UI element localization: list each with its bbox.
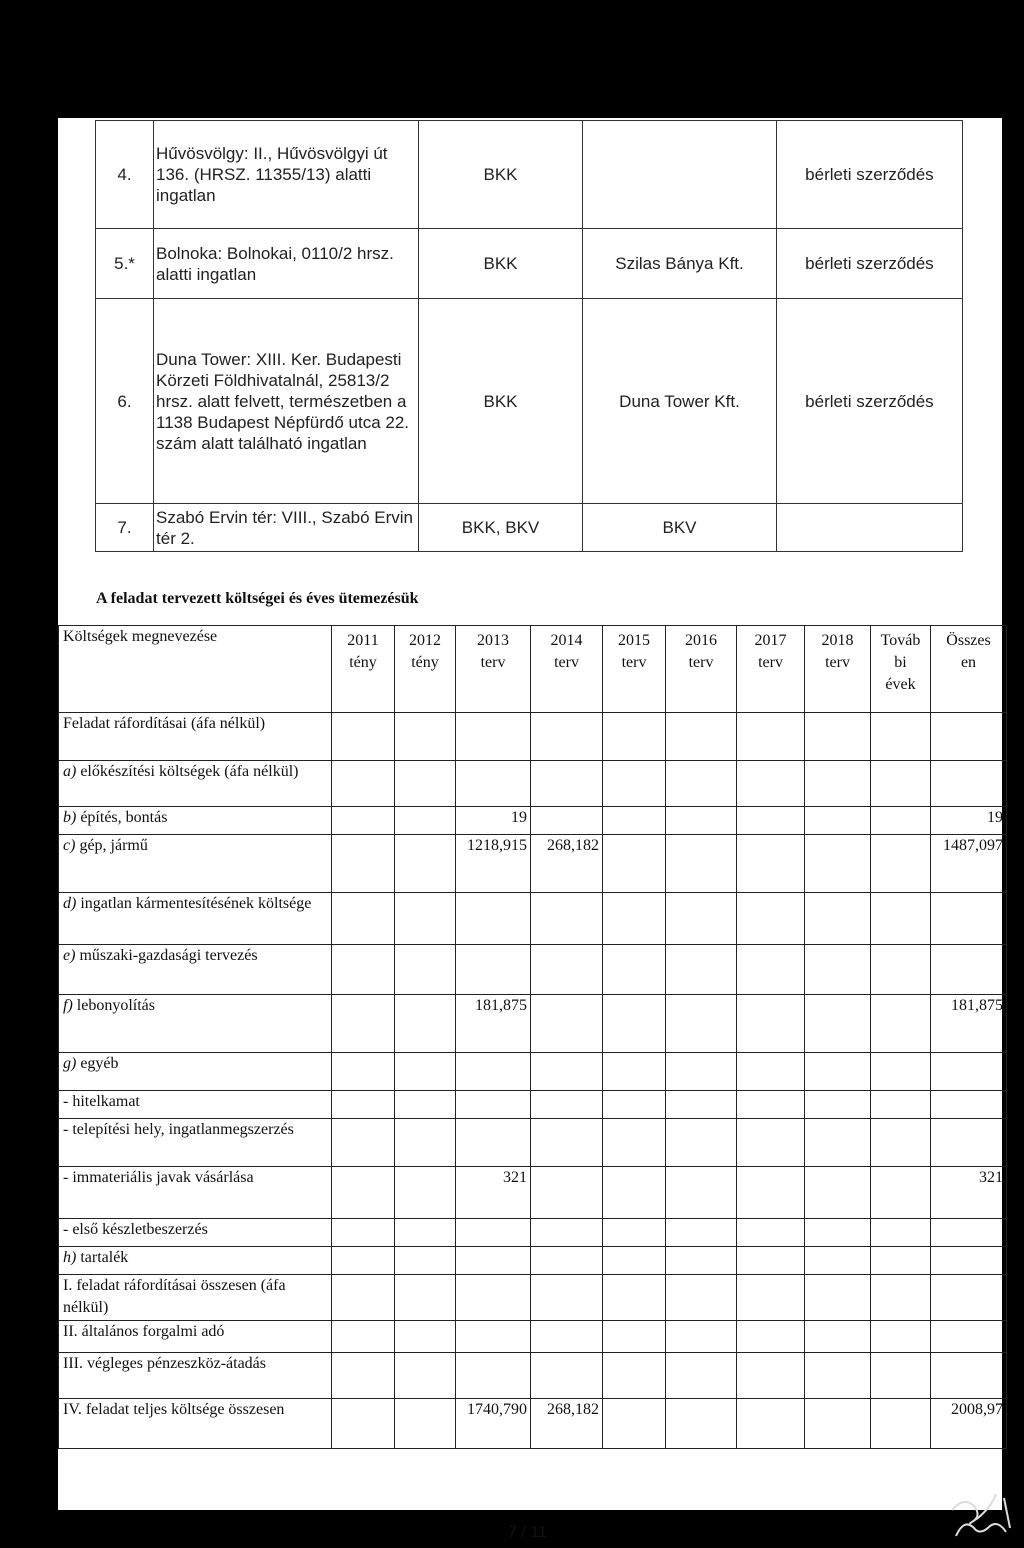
cost-value-cell	[931, 1219, 1007, 1247]
cost-row	[59, 1091, 1007, 1119]
cost-row-label	[59, 1353, 332, 1399]
header-year-col	[395, 626, 456, 713]
cost-row-label	[59, 1091, 332, 1119]
cost-value-cell	[666, 1167, 737, 1219]
cost-value-cell	[395, 835, 456, 893]
cost-value-cell	[603, 1247, 666, 1275]
header-year-col	[805, 626, 871, 713]
cost-value-cell	[603, 761, 666, 807]
header-line: 2013	[477, 632, 509, 649]
cost-value-cell	[805, 1275, 871, 1321]
cost-row-label	[59, 761, 332, 807]
cost-row-label	[59, 1399, 332, 1449]
cost-value-cell	[871, 761, 931, 807]
cost-row	[59, 807, 1007, 835]
header-line: terv	[825, 654, 850, 671]
cost-value-cell	[666, 1091, 737, 1119]
cost-value-cell	[332, 1167, 395, 1219]
cost-value-cell	[931, 1247, 1007, 1275]
header-line: terv	[758, 654, 783, 671]
cost-value-cell	[332, 1091, 395, 1119]
cost-value-cell	[332, 807, 395, 835]
cost-value-cell	[395, 761, 456, 807]
page-number: 7 / 11	[508, 1524, 547, 1541]
cost-value-cell	[603, 1353, 666, 1399]
cost-value-cell	[666, 1275, 737, 1321]
cost-value-cell	[603, 1053, 666, 1091]
cost-row	[59, 1275, 1007, 1321]
cost-row	[59, 1247, 1007, 1275]
cost-value-cell	[332, 945, 395, 995]
header-line: 2018	[821, 632, 854, 649]
location-row	[96, 299, 963, 504]
cost-value-cell	[871, 1119, 931, 1167]
cost-value-cell: 2008,97	[931, 1399, 1007, 1449]
cost-row	[59, 995, 1007, 1053]
cost-value-cell	[737, 835, 805, 893]
location-description: Hűvösvölgy: II., Hűvösvölgyi út 136. (HRSZ. 11355/13) alatti ingatlan	[154, 121, 419, 229]
cost-value-cell: 1218,915	[456, 835, 531, 893]
cost-value-cell	[871, 1091, 931, 1119]
location-description: Bolnoka: Bolnokai, 0110/2 hrsz. alatti ingatlan	[154, 229, 419, 299]
location-row	[96, 229, 963, 299]
cost-value-cell	[871, 945, 931, 995]
header-line: terv	[688, 654, 714, 671]
cost-value-cell: 19	[456, 807, 531, 835]
cost-value-cell	[395, 1219, 456, 1247]
contract-type-cell: bérleti szerződés	[776, 229, 962, 299]
cost-value-cell	[456, 713, 531, 761]
row-prefix: f)	[63, 997, 73, 1014]
cost-row	[59, 1167, 1007, 1219]
cost-value-cell	[395, 945, 456, 995]
cost-value-cell	[666, 945, 737, 995]
operator-cell: BKK	[418, 299, 582, 504]
cost-value-cell	[603, 713, 666, 761]
cost-value-cell	[603, 835, 666, 893]
cost-value-cell	[603, 1275, 666, 1321]
row-prefix: g)	[63, 1055, 77, 1072]
cost-value-cell	[737, 945, 805, 995]
cost-value-cell	[805, 995, 871, 1053]
header-line: 2012	[409, 632, 441, 649]
cost-value-cell	[456, 893, 531, 945]
cost-value-cell	[805, 1219, 871, 1247]
cost-value-cell	[805, 1247, 871, 1275]
header-line: évek	[885, 676, 916, 693]
cost-value-cell	[737, 1219, 805, 1247]
cost-value-cell	[531, 761, 603, 807]
cost-value-cell	[395, 1091, 456, 1119]
cost-value-cell	[603, 1091, 666, 1119]
cost-value-cell	[871, 1219, 931, 1247]
cost-value-cell	[666, 1219, 737, 1247]
cost-value-cell	[603, 1399, 666, 1449]
contract-type-cell: bérleti szerződés	[776, 299, 962, 504]
row-prefix: a)	[63, 763, 77, 780]
operator-cell: BKK, BKV	[418, 504, 582, 552]
cost-value-cell	[395, 1321, 456, 1353]
location-table	[95, 120, 963, 552]
cost-value-cell	[531, 807, 603, 835]
cost-value-cell	[666, 1353, 737, 1399]
cost-value-cell	[395, 1053, 456, 1091]
row-label-text: építés, bontás	[80, 809, 168, 826]
cost-value-cell: 181,875	[931, 995, 1007, 1053]
cost-value-cell	[531, 995, 603, 1053]
cost-value-cell	[737, 1119, 805, 1167]
row-label-text: - hitelkamat	[63, 1093, 140, 1110]
cost-row-label	[59, 1119, 332, 1167]
cost-value-cell	[805, 1167, 871, 1219]
cost-value-cell	[332, 1053, 395, 1091]
cost-value-cell	[931, 1275, 1007, 1321]
cost-value-cell	[603, 1219, 666, 1247]
cost-value-cell	[332, 893, 395, 945]
header-year-col	[931, 626, 1007, 713]
header-line: Továb	[880, 632, 921, 649]
cost-value-cell	[666, 995, 737, 1053]
cost-value-cell	[666, 835, 737, 893]
cost-value-cell: 181,875	[456, 995, 531, 1053]
cost-value-cell	[332, 761, 395, 807]
cost-value-cell	[871, 995, 931, 1053]
cost-value-cell	[931, 1353, 1007, 1399]
cost-value-cell	[805, 1399, 871, 1449]
row-label-text: III. végleges pénzeszköz-átadás	[63, 1355, 266, 1372]
partner-cell: Szilas Bánya Kft.	[583, 229, 777, 299]
row-label-text: műszaki-gazdasági tervezés	[79, 947, 258, 964]
cost-value-cell	[531, 1353, 603, 1399]
cost-value-cell	[332, 1219, 395, 1247]
cost-value-cell	[395, 1353, 456, 1399]
cost-value-cell	[531, 893, 603, 945]
cost-row	[59, 835, 1007, 893]
cost-row	[59, 1053, 1007, 1091]
cost-value-cell	[931, 1091, 1007, 1119]
cost-row	[59, 1399, 1007, 1449]
cost-row	[59, 1119, 1007, 1167]
cost-value-cell	[395, 893, 456, 945]
cost-value-cell	[332, 1321, 395, 1353]
cost-value-cell	[395, 1247, 456, 1275]
row-label-text: gép, jármű	[79, 837, 148, 854]
header-line: Költségek megnevezése	[63, 628, 218, 645]
row-label-text: Feladat ráfordításai (áfa nélkül)	[63, 715, 266, 732]
row-number: 6.	[96, 299, 154, 504]
cost-value-cell	[737, 1167, 805, 1219]
cost-value-cell	[871, 1275, 931, 1321]
cost-value-cell	[531, 1219, 603, 1247]
header-year-col	[737, 626, 805, 713]
cost-value-cell	[531, 1167, 603, 1219]
row-prefix: d)	[63, 895, 77, 912]
cost-row	[59, 1219, 1007, 1247]
header-line: 2017	[754, 632, 787, 649]
row-label-text: - immateriális javak vásárlása	[63, 1169, 254, 1186]
cost-value-cell	[931, 761, 1007, 807]
cost-row-label	[59, 995, 332, 1053]
cost-value-cell	[531, 1053, 603, 1091]
cost-value-cell	[395, 1167, 456, 1219]
cost-value-cell	[931, 1053, 1007, 1091]
handwritten-signature	[944, 1488, 1014, 1543]
cost-row	[59, 713, 1007, 761]
cost-value-cell	[332, 1353, 395, 1399]
header-line: tény	[349, 654, 377, 671]
row-label-text: I. feladat ráfordításai összesen (áfa nélkül)	[63, 1277, 286, 1316]
location-row	[96, 121, 963, 229]
cost-value-cell	[666, 807, 737, 835]
cost-row-label	[59, 1275, 332, 1321]
cost-value-cell: 1740,790	[456, 1399, 531, 1449]
cost-value-cell	[871, 1399, 931, 1449]
row-label-text: - telepítési hely, ingatlanmegszerzés	[63, 1121, 294, 1138]
cost-row-label	[59, 1219, 332, 1247]
header-line: 2011	[347, 632, 379, 649]
cost-value-cell	[666, 1321, 737, 1353]
cost-row-label	[59, 893, 332, 945]
contract-type-cell: bérleti szerződés	[776, 121, 962, 229]
cost-value-cell: 268,182	[531, 1399, 603, 1449]
cost-value-cell	[456, 1219, 531, 1247]
cost-row-label	[59, 1167, 332, 1219]
cost-value-cell	[456, 1091, 531, 1119]
cost-value-cell	[332, 995, 395, 1053]
cost-table-header	[59, 626, 1007, 713]
cost-value-cell	[332, 1275, 395, 1321]
cost-value-cell	[395, 995, 456, 1053]
cost-value-cell	[332, 713, 395, 761]
row-label-text: ingatlan kármentesítésének költsége	[80, 895, 312, 912]
cost-value-cell	[531, 1247, 603, 1275]
cost-row	[59, 1321, 1007, 1353]
cost-value-cell	[737, 1353, 805, 1399]
cost-value-cell	[603, 945, 666, 995]
row-label-text: II. általános forgalmi adó	[63, 1323, 225, 1340]
header-line: bi	[894, 654, 907, 671]
cost-value-cell	[737, 1275, 805, 1321]
cost-value-cell	[456, 1321, 531, 1353]
row-number: 7.	[96, 504, 154, 552]
section-heading: A feladat tervezett költségei és éves ütemezésük	[96, 590, 419, 607]
cost-row	[59, 945, 1007, 995]
partner-cell: BKV	[583, 504, 777, 552]
row-label-text: egyéb	[80, 1055, 119, 1072]
row-label-text: lebonyolítás	[76, 997, 155, 1014]
cost-value-cell	[666, 1053, 737, 1091]
cost-value-cell	[332, 1119, 395, 1167]
cost-value-cell	[603, 807, 666, 835]
cost-row-label	[59, 1247, 332, 1275]
cost-row-label	[59, 835, 332, 893]
cost-value-cell	[805, 893, 871, 945]
row-prefix: h)	[63, 1249, 77, 1266]
header-line: Összes	[946, 632, 991, 649]
cost-value-cell	[931, 713, 1007, 761]
header-year-col	[332, 626, 395, 713]
cost-value-cell	[603, 995, 666, 1053]
cost-value-cell	[805, 1091, 871, 1119]
cost-value-cell	[871, 893, 931, 945]
cost-value-cell	[666, 1119, 737, 1167]
cost-value-cell	[737, 893, 805, 945]
cost-value-cell	[666, 893, 737, 945]
cost-value-cell	[603, 1167, 666, 1219]
row-label-text: tartalék	[80, 1249, 129, 1266]
partner-cell	[583, 121, 777, 229]
cost-value-cell	[603, 893, 666, 945]
cost-value-cell: 321	[931, 1167, 1007, 1219]
cost-value-cell	[531, 1091, 603, 1119]
cost-value-cell	[456, 1275, 531, 1321]
cost-value-cell	[737, 1321, 805, 1353]
header-year-col	[531, 626, 603, 713]
cost-row-label	[59, 945, 332, 995]
header-cost-name	[59, 626, 332, 713]
cost-value-cell	[603, 1119, 666, 1167]
cost-value-cell	[395, 807, 456, 835]
cost-value-cell	[666, 1399, 737, 1449]
cost-value-cell	[805, 835, 871, 893]
cost-value-cell	[456, 1247, 531, 1275]
cost-value-cell	[332, 835, 395, 893]
cost-value-cell	[603, 1321, 666, 1353]
cost-value-cell	[456, 1053, 531, 1091]
partner-cell: Duna Tower Kft.	[583, 299, 777, 504]
cost-row	[59, 761, 1007, 807]
cost-value-cell	[931, 1119, 1007, 1167]
cost-value-cell	[395, 713, 456, 761]
header-year-col	[666, 626, 737, 713]
row-prefix: c)	[63, 837, 76, 854]
cost-value-cell	[531, 945, 603, 995]
header-line: 2014	[550, 632, 583, 649]
cost-value-cell	[737, 1247, 805, 1275]
cost-value-cell: 19	[931, 807, 1007, 835]
cost-value-cell: 1487,097	[931, 835, 1007, 893]
cost-value-cell	[332, 1399, 395, 1449]
cost-row-label	[59, 713, 332, 761]
cost-value-cell	[871, 1321, 931, 1353]
cost-value-cell	[456, 1353, 531, 1399]
cost-row-label	[59, 1321, 332, 1353]
cost-value-cell	[531, 1321, 603, 1353]
cost-value-cell	[737, 1053, 805, 1091]
row-prefix: e)	[63, 947, 76, 964]
header-year-col	[456, 626, 531, 713]
cost-value-cell	[395, 1399, 456, 1449]
cost-value-cell	[805, 945, 871, 995]
row-label-text: IV. feladat teljes költsége összesen	[63, 1401, 285, 1418]
row-number: 4.	[96, 121, 154, 229]
cost-value-cell	[456, 1119, 531, 1167]
cost-value-cell	[931, 945, 1007, 995]
cost-value-cell	[871, 1053, 931, 1091]
cost-value-cell	[805, 761, 871, 807]
cost-value-cell	[395, 1275, 456, 1321]
row-number: 5.*	[96, 229, 154, 299]
cost-value-cell	[666, 713, 737, 761]
cost-value-cell	[805, 1321, 871, 1353]
cost-value-cell	[666, 1247, 737, 1275]
header-line: 2015	[618, 632, 650, 649]
cost-value-cell	[931, 1321, 1007, 1353]
cost-value-cell	[805, 713, 871, 761]
cost-value-cell	[737, 1399, 805, 1449]
cost-value-cell	[805, 1119, 871, 1167]
cost-row-label	[59, 1053, 332, 1091]
contract-type-cell	[776, 504, 962, 552]
cost-value-cell	[456, 761, 531, 807]
row-label-text: előkészítési költségek (áfa nélkül)	[80, 763, 299, 780]
row-label-text: - első készletbeszerzés	[63, 1221, 208, 1238]
cost-value-cell	[531, 1119, 603, 1167]
cost-value-cell	[531, 1275, 603, 1321]
row-prefix: b)	[63, 809, 77, 826]
cost-value-cell	[666, 761, 737, 807]
cost-value-cell	[871, 1167, 931, 1219]
cost-value-cell	[737, 713, 805, 761]
header-line: 2016	[685, 632, 717, 649]
cost-value-cell	[737, 761, 805, 807]
cost-value-cell	[737, 1091, 805, 1119]
cost-value-cell	[871, 1353, 931, 1399]
cost-value-cell	[871, 835, 931, 893]
cost-value-cell: 321	[456, 1167, 531, 1219]
location-row	[96, 504, 963, 552]
header-year-col	[603, 626, 666, 713]
cost-row	[59, 893, 1007, 945]
location-description: Szabó Ervin tér: VIII., Szabó Ervin tér 2.	[154, 504, 419, 552]
cost-table	[58, 625, 1007, 1449]
cost-value-cell	[332, 1247, 395, 1275]
cost-row	[59, 1353, 1007, 1399]
cost-value-cell	[805, 1353, 871, 1399]
cost-row-label	[59, 807, 332, 835]
cost-value-cell	[931, 893, 1007, 945]
operator-cell: BKK	[418, 229, 582, 299]
cost-value-cell	[456, 945, 531, 995]
cost-value-cell: 268,182	[531, 835, 603, 893]
header-line: terv	[554, 654, 579, 671]
header-line: terv	[621, 654, 647, 671]
header-year-col	[871, 626, 931, 713]
header-line: terv	[480, 654, 506, 671]
header-line: en	[960, 654, 977, 671]
cost-value-cell	[805, 1053, 871, 1091]
cost-value-cell	[871, 1247, 931, 1275]
cost-value-cell	[737, 995, 805, 1053]
cost-value-cell	[531, 713, 603, 761]
cost-value-cell	[737, 807, 805, 835]
location-description: Duna Tower: XIII. Ker. Budapesti Körzeti Földhivatalnál, 25813/2 hrsz. alatt felvett, természetben a 1138 Budapest Népfürdő utca 22. szám alatt található ingatlan	[154, 299, 419, 504]
cost-value-cell	[395, 1119, 456, 1167]
cost-value-cell	[871, 807, 931, 835]
header-line: tény	[411, 654, 439, 671]
operator-cell: BKK	[418, 121, 582, 229]
cost-value-cell	[805, 807, 871, 835]
cost-value-cell	[871, 713, 931, 761]
